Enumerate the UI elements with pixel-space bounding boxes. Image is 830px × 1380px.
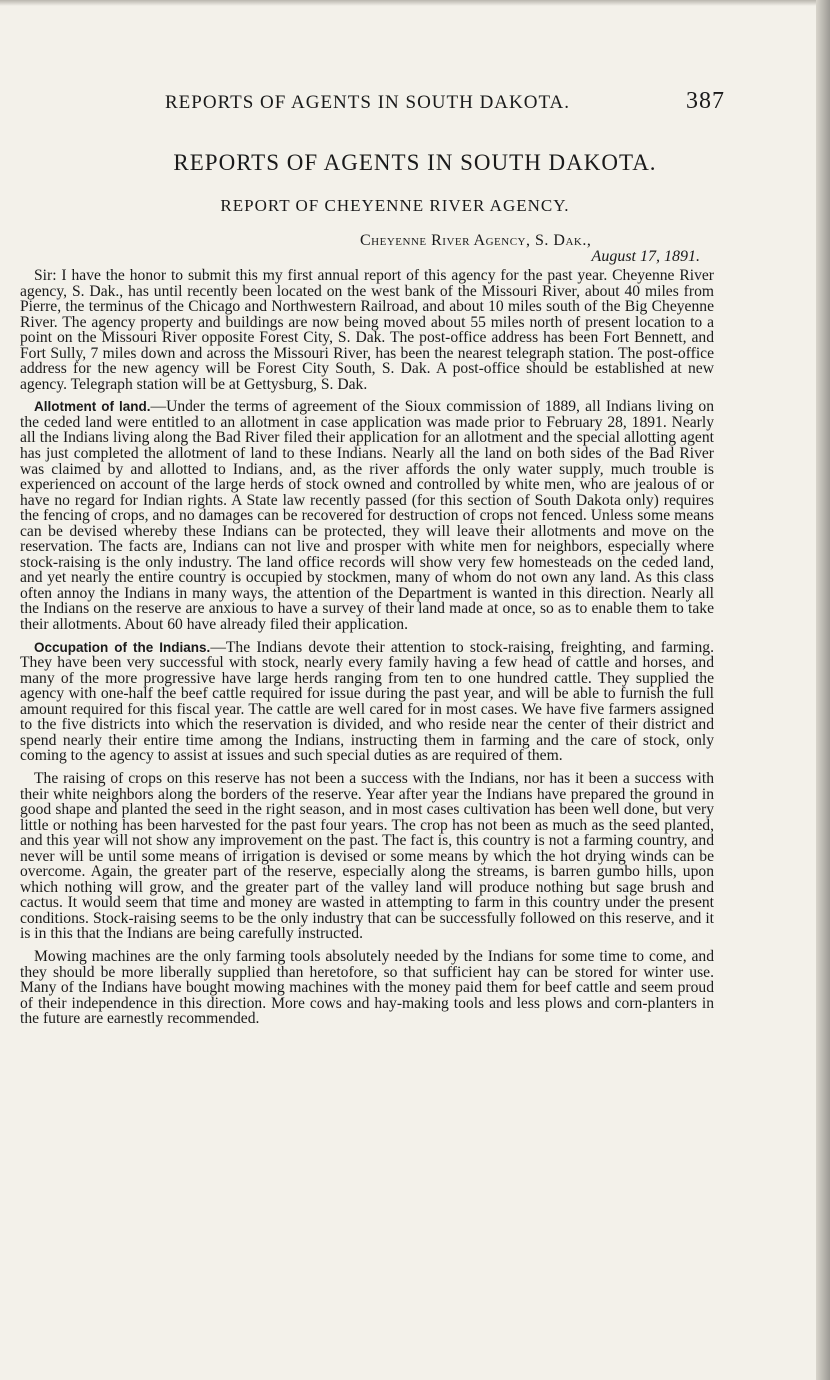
- paragraph-text: Sir: I have the honor to submit this my first annual report of this agency for the past year. Cheyenne River agency, S. Dak., has until recently been located on the west bank of the Missouri River, about 40 miles from Pierre, the terminus of the Chicago and Northwestern Railroad, and about 10 miles south of the Big Cheyenne River. The agency property and buildings are now being moved about 55 miles north of present location to a point on the Missouri River opposite Forest City, S. Dak. The post-office address has been Fort Bennett, and Fort Sully, 7 miles down and across the Missouri River, has been the nearest telegraph station. The post-office address for the new agency will be Forest City South, S. Dak. A post-office should be established at new agency. Telegraph station will be at Gettysburg, S. Dak.: [20, 267, 714, 393]
- main-title: REPORTS OF AGENTS IN SOUTH DAKOTA.: [173, 150, 657, 175]
- dateline-place: Cheyenne River Agency, S. Dak.,: [360, 232, 592, 249]
- running-head-title: REPORTS OF AGENTS IN SOUTH DAKOTA.: [165, 92, 571, 113]
- scan-top-edge: [0, 0, 830, 6]
- scan-right-edge: [816, 0, 830, 1380]
- paragraph: [20, 771, 714, 942]
- sub-title: REPORT OF CHEYENNE RIVER AGENCY.: [220, 196, 570, 215]
- paragraph: [20, 949, 714, 1027]
- report-body: [20, 268, 714, 1034]
- section-heading: Allotment of land.: [34, 399, 151, 415]
- page-number: 387: [686, 88, 725, 114]
- dateline: [360, 232, 700, 266]
- paragraph: [20, 640, 714, 764]
- paragraph-text: —The Indians devote their attention to stock-raising, freighting, and farming. They have been very successful with stock, nearly every family having a few head of cattle and horses, and many of the more progressive have large herds ranging from ten to one hundred cattle. They supplied the agency with one-half the beef cattle required for issue during the past year, and will be able to furnish the full amount required for this fiscal year. The cattle are well cared for in most cases. We have five farmers assigned to the five districts into which the reservation is divided, and who reside near the center of their district and spend nearly their entire time among the Indians, instructing them in farming and the care of stock, only coming to the agency to assist at issues and such special duties as are required of them.: [20, 638, 714, 765]
- paragraph: [20, 399, 714, 632]
- paragraph: [20, 268, 714, 392]
- paragraph-text: —Under the terms of agreement of the Sioux commission of 1889, all Indians living on the ceded land were entitled to an allotment in case application was made prior to February 28, 1891. Nearly all the Indians living along the Bad River filed their application for an allotment and the special allotting agent has just completed the allotment of land to these Indians. Nearly all the land on both sides of the Bad River was claimed by and allotted to Indians, and, as the river affords the only water supply, much trouble is experienced on account of the large herds of stock owned and controlled by white men, who are jealous of or have no regard for Indian rights. A State law recently passed (for this section of South Dakota only) requires the fencing of crops, and no damages can be recovered for destruction of crops not fenced. Unless some means can be devised whereby these Indians can be protected, they will leave their allotments and move on the reservation. The facts are, Indians can not live and prosper with white men for neighbors, especially where stock-raising is the only industry. The land office records will show very few homesteads on the ceded land, and yet nearly the entire country is occupied by stockmen, many of whom do not own any land. As this class often annoy the Indians in many ways, the attention of the Department is wanted in this direction. Nearly all the Indians on the reserve are anxious to have a survey of their land made at once, so as to enable them to take their allotments. About 60 have already filed their application.: [20, 398, 714, 634]
- section-heading: Occupation of the Indians.: [34, 639, 211, 655]
- paragraph-text: Mowing machines are the only farming tools absolutely needed by the Indians for some time to come, and they should be more liberally supplied than heretofore, so that sufficient hay can be stored for winter use. Many of the Indians have bought mowing machines with the money paid them for beef cattle and seem proud of their independence in this direction. More cows and hay-making tools and less plows and corn-planters in the future are earnestly recommended.: [20, 947, 714, 1028]
- paragraph-text: The raising of crops on this reserve has not been a success with the Indians, nor has it been a success with their white neighbors along the borders of the reserve. Year after year the Indians have prepared the ground in good shape and planted the seed in the right season, and in most cases cultivation has been well done, but very little or nothing has been harvested for the past four years. The crop has not been as much as the seed planted, and this year will not show any improvement on the past. The fact is, this country is not a farming country, and never will be until some means of irrigation is devised or some means by which the hot drying winds can be overcome. Again, the greater part of the reserve, especially along the streams, is barren gumbo hills, upon which nothing will grow, and the greater part of the valley land will produce nothing but sage brush and cactus. It would seem that time and money are wasted in attempting to farm in this country under the present conditions. Stock-raising seems to be the only industry that can be successfully followed on this reserve, and it is in this that the Indians are being carefully instructed.: [20, 769, 714, 943]
- dateline-date: August 17, 1891.: [591, 248, 700, 265]
